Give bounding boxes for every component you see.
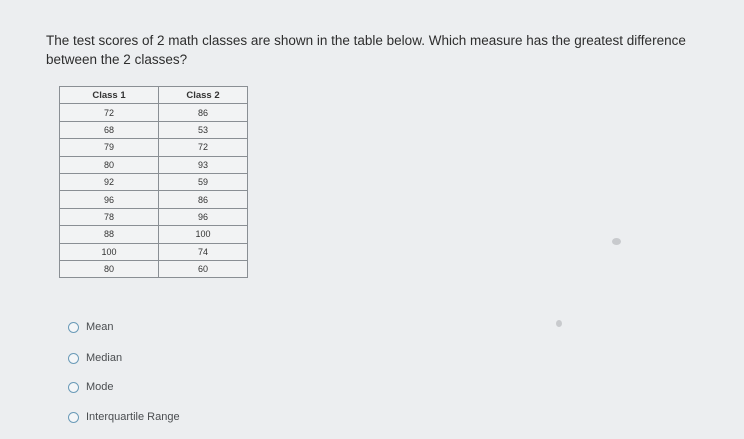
table-row	[60, 208, 248, 225]
class-2-score: 60	[159, 260, 248, 277]
option-interquartile-range[interactable]	[68, 408, 180, 426]
table-header-row	[60, 87, 248, 104]
radio-button-icon[interactable]	[68, 412, 79, 423]
class-1-score: 96	[60, 191, 159, 208]
class-2-score: 86	[159, 104, 248, 121]
scores-table	[59, 86, 248, 278]
screen-smudge	[556, 320, 562, 327]
table-row	[60, 104, 248, 121]
class-2-score: 74	[159, 243, 248, 260]
option-label: Mean	[86, 321, 114, 333]
question-line-1: The test scores of 2 math classes are shown in the table below. Which measure has the greatest difference	[46, 33, 686, 48]
class-1-score: 78	[60, 208, 159, 225]
class-2-score: 93	[159, 156, 248, 173]
class-2-score: 100	[159, 226, 248, 243]
option-mode[interactable]	[68, 378, 114, 396]
table-row	[60, 173, 248, 190]
class-2-score: 86	[159, 191, 248, 208]
radio-button-icon[interactable]	[68, 353, 79, 364]
table-row	[60, 156, 248, 173]
class-1-score: 80	[60, 156, 159, 173]
radio-button-icon[interactable]	[68, 322, 79, 333]
class-1-score: 80	[60, 260, 159, 277]
class-1-score: 92	[60, 173, 159, 190]
table-row	[60, 260, 248, 277]
radio-button-icon[interactable]	[68, 382, 79, 393]
column-header-class-1: Class 1	[60, 87, 159, 104]
table-row	[60, 243, 248, 260]
class-2-score: 96	[159, 208, 248, 225]
option-mean[interactable]	[68, 318, 114, 336]
table-row	[60, 121, 248, 138]
table-row	[60, 139, 248, 156]
class-2-score: 53	[159, 121, 248, 138]
screen-smudge	[612, 238, 621, 245]
option-label: Median	[86, 352, 123, 364]
table-row	[60, 226, 248, 243]
option-median[interactable]	[68, 349, 122, 367]
class-1-score: 72	[60, 104, 159, 121]
class-1-score: 79	[60, 139, 159, 156]
table-row	[60, 191, 248, 208]
class-1-score: 100	[60, 243, 159, 260]
option-label: Mode	[86, 381, 114, 393]
question-text	[46, 31, 706, 69]
class-1-score: 68	[60, 121, 159, 138]
class-2-score: 72	[159, 139, 248, 156]
option-label: Interquartile Range	[86, 411, 180, 423]
class-1-score: 88	[60, 226, 159, 243]
class-2-score: 59	[159, 173, 248, 190]
column-header-class-2: Class 2	[159, 87, 248, 104]
question-line-2: between the 2 classes?	[46, 52, 188, 67]
